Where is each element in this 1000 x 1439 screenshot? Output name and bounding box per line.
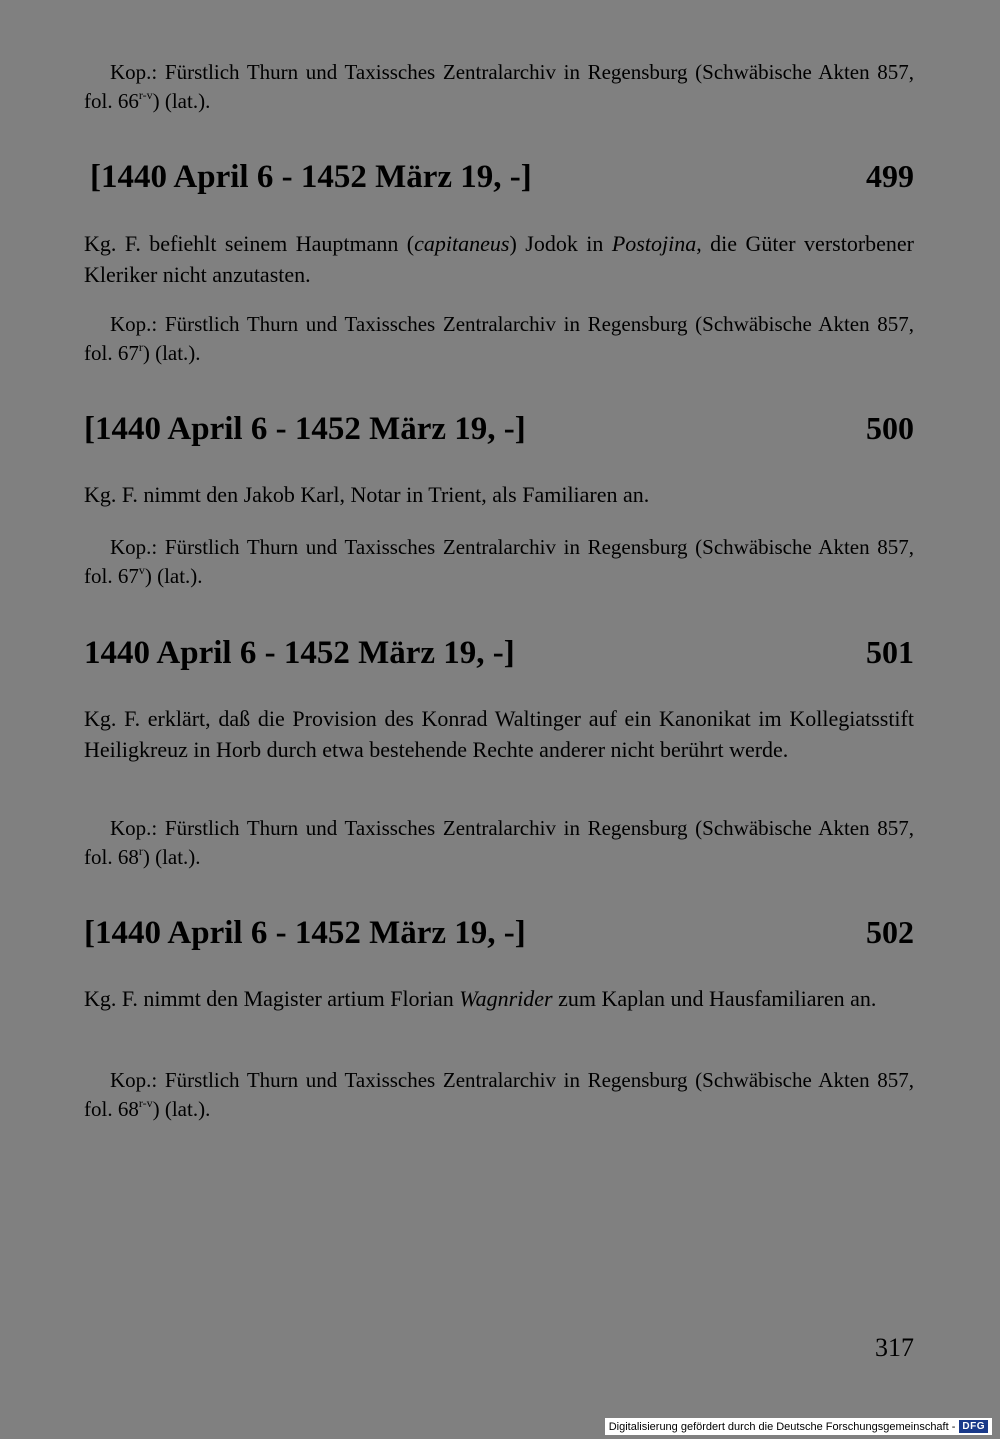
entry-date: [1440 April 6 - 1452 März 19, -] — [90, 159, 532, 195]
entry-kop-501: Kop.: Fürstlich Thurn und Taxissches Zentralarchiv in Regensburg (Schwäbische Akten 857, fol. 68$^r$) (lat.). — [84, 816, 914, 869]
entry-regest-501: Kg. F. erklärt, daß die Provision des Konrad Waltinger auf ein Kanonikat im Kollegiatsstift Heiligkreuz in Horb durch etwa bestehende Rechte anderer nicht berührt werde. — [84, 706, 914, 762]
entry-regest-500: Kg. F. nimmt den Jakob Karl, Notar in Trient, als Familiaren an. — [84, 482, 650, 507]
entry-heading-499 — [84, 156, 914, 197]
footer-text: Digitalisierung gefördert durch die Deutsche Forschungsgemeinschaft - — [608, 1420, 956, 1433]
entry-date: 1440 April 6 - 1452 März 19, -] — [84, 635, 515, 671]
page-number: 317 — [875, 1333, 914, 1362]
top-kop-note: Kop.: Fürstlich Thurn und Taxissches Zentralarchiv in Regensburg (Schwäbische Akten 857, fol. 66$^{r-v}$) (lat.). — [84, 60, 914, 113]
entry-regest-502: Kg. F. nimmt den Magister artium Florian Wagnrider zum Kaplan und Hausfamiliaren an. — [84, 986, 877, 1011]
entry-kop-500: Kop.: Fürstlich Thurn und Taxissches Zentralarchiv in Regensburg (Schwäbische Akten 857, fol. 67$^v$) (lat.). — [84, 535, 914, 588]
entry-regest-499: Kg. F. befiehlt seinem Hauptmann (capitaneus) Jodok in Postojina, die Güter verstorbener Kleriker nicht anzutasten. — [84, 231, 914, 287]
entry-number: 500 — [866, 410, 914, 446]
entry-number: 501 — [866, 634, 914, 670]
entry-kop-502: Kop.: Fürstlich Thurn und Taxissches Zentralarchiv in Regensburg (Schwäbische Akten 857, fol. 68$^{r-v}$) (lat.). — [84, 1068, 914, 1121]
dfg-logo-icon: DFG — [959, 1420, 988, 1433]
entry-number: 502 — [866, 914, 914, 950]
entry-heading-500 — [84, 408, 914, 449]
entry-number: 499 — [866, 158, 914, 194]
entry-date: [1440 April 6 - 1452 März 19, -] — [84, 915, 526, 951]
dfg-footer — [605, 1418, 992, 1435]
entry-kop-499: Kop.: Fürstlich Thurn und Taxissches Zentralarchiv in Regensburg (Schwäbische Akten 857, fol. 67$^r$) (lat.). — [84, 312, 914, 365]
entry-heading-501 — [84, 632, 914, 673]
entry-heading-502 — [84, 912, 914, 953]
entry-date: [1440 April 6 - 1452 März 19, -] — [84, 411, 526, 447]
